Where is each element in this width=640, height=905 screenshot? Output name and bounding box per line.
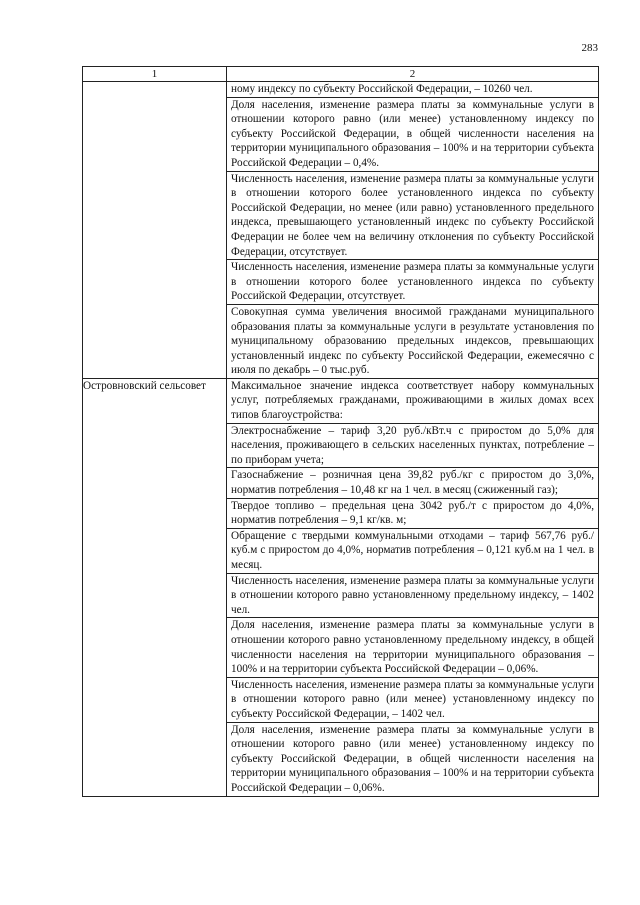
- paragraph: Электроснабжение – тариф 3,20 руб./кВт.ч с приростом до 5,0% для населения, проживающего в сельских населенных пунктах, потребление – по приборам учета;: [227, 423, 598, 468]
- paragraph: Газоснабжение – розничная цена 39,82 руб./кг с приростом до 3,0%, норматив потребления – 10,48 кг на 1 чел. в месяц (сжиженный газ);: [227, 467, 598, 497]
- paragraph: Доля населения, изменение размера платы за коммунальные услуги в отношении которого равно (или менее) установленному индексу по субъекту Российской Федерации, в общей численности населения на территории муниципального образования – 100% и на территории субъекта Российской Федерации – 0,4%.: [227, 97, 598, 171]
- page-number: 283: [581, 42, 598, 54]
- column-header-2: 2: [227, 67, 599, 82]
- paragraph: Численность населения, изменение размера платы за коммунальные услуги в отношении которого равно (или менее) установленному индексу по субъекту Российской Федерации, – 1402 чел.: [227, 677, 598, 722]
- paragraph: Максимальное значение индекса соответствует набору коммунальных услуг, потребляемых гражданами, проживающими в жилых домах всех типов благоустройства:: [231, 379, 594, 422]
- paragraph: Численность населения, изменение размера платы за коммунальные услуги в отношении которого более установленного индекса по субъекту Российской Федерации, но менее (или равно) установленного предельного индекса, превышающего установленный индекс по субъекту Российской Федерации не более чем на величину отклонения по субъекту Российской Федерации, отсутствует.: [227, 171, 598, 260]
- table-row: [83, 82, 599, 379]
- paragraph: Совокупная сумма увеличения вносимой гражданами муниципального образования платы за коммунальные услуги в результате установления по муниципальному образованию предельных индексов, превышающих установленный индекс по субъекту Российской Федерации, ежемесячно с июля по декабрь – 0 тыс.руб.: [227, 304, 598, 378]
- description-cell: [227, 82, 599, 379]
- paragraph: Доля населения, изменение размера платы за коммунальные услуги в отношении которого равно установленному предельному индексу, в общей численности населения на территории муниципального образования – 100% и на территории субъекта Российской Федерации – 0,06%.: [227, 617, 598, 676]
- description-cell: [227, 378, 599, 796]
- paragraph: Доля населения, изменение размера платы за коммунальные услуги в отношении которого равно (или менее) установленному индексу по субъекту Российской Федерации, в общей численности населения на территории муниципального образования – 100% и на территории субъекта Российской Федерации – 0,06%.: [227, 722, 598, 796]
- document-table: [82, 66, 599, 797]
- paragraph: ному индексу по субъекту Российской Федерации, – 10260 чел.: [231, 83, 533, 95]
- column-header-1: 1: [83, 67, 227, 82]
- paragraph: Твердое топливо – предельная цена 3042 руб./т с приростом до 4,0%, норматив потребления – 9,1 кг/кв. м;: [227, 498, 598, 528]
- paragraph: Численность населения, изменение размера платы за коммунальные услуги в отношении которого равно установленному предельному индексу, – 1402 чел.: [227, 573, 598, 618]
- paragraph: Численность населения, изменение размера платы за коммунальные услуги в отношении которого более установленного индекса по субъекту Российской Федерации, отсутствует.: [227, 259, 598, 304]
- region-cell: Островновский сельсовет: [83, 378, 227, 796]
- paragraph: Обращение с твердыми коммунальными отходами – тариф 567,76 руб./куб.м с приростом до 4,0%, норматив потребления – 0,121 куб.м на 1 чел. в месяц.: [227, 528, 598, 573]
- table-row: [83, 378, 599, 796]
- region-cell: [83, 82, 227, 379]
- table-header-row: [83, 67, 599, 82]
